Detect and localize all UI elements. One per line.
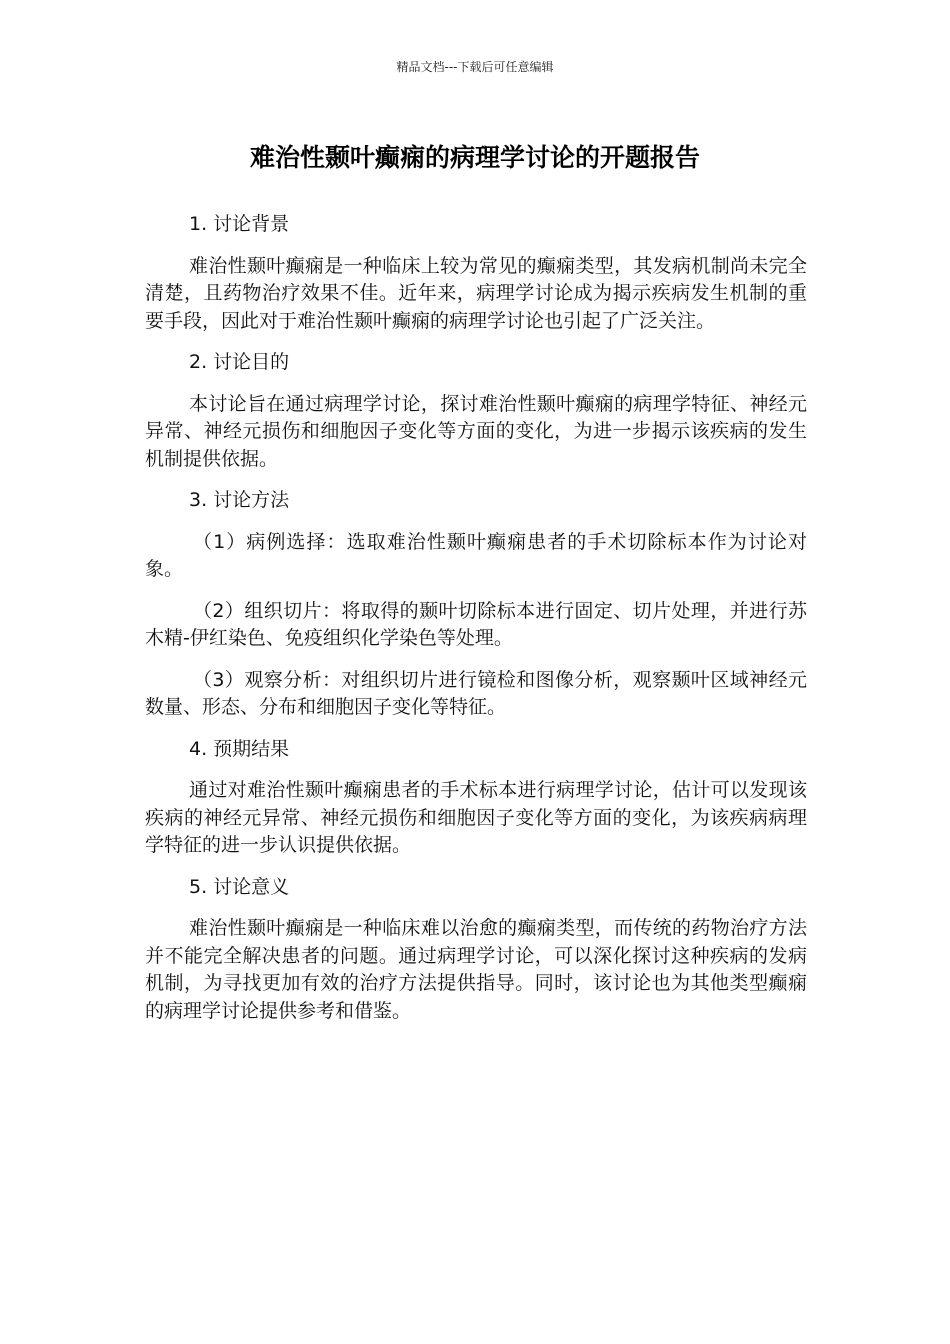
page-header: 精品文档---下载后可任意编辑 [396, 60, 554, 74]
document-body [145, 211, 807, 1039]
paragraph-background: 难治性颞叶癫痫是一种临床上较为常见的癫痫类型，其发病机制尚未完全清楚，且药物治疗效果不佳。近年来，病理学讨论成为揭示疾病发生机制的重要手段，因此对于难治性颞叶癫痫的病理学讨论也引起了广泛关注。 [145, 254, 807, 332]
paragraph-significance: 难治性颞叶癫痫是一种临床难以治愈的癫痫类型，而传统的药物治疗方法并不能完全解决患者的问题。通过病理学讨论，可以深化探讨这种疾病的发病机制，为寻找更加有效的治疗方法提供指导。同时，该讨论也为其他类型癫痫的病理学讨论提供参考和借鉴。 [145, 917, 807, 1022]
paragraph-purpose: 本讨论旨在通过病理学讨论，探讨难治性颞叶癫痫的病理学特征、神经元异常、神经元损伤和细胞因子变化等方面的变化，为进一步揭示该疾病的发生机制提供依据。 [145, 392, 807, 470]
section-heading-background: 1. 讨论背景 [189, 213, 290, 235]
section-heading-methods: 3. 讨论方法 [189, 489, 290, 511]
method-item-case-selection: （1）病例选择：选取难治性颞叶癫痫患者的手术切除标本作为讨论对象。 [145, 530, 807, 580]
method-item-observation-analysis: （3）观察分析：对组织切片进行镜检和图像分析，观察颞叶区域神经元数量、形态、分布和细胞因子变化等特征。 [145, 668, 807, 718]
paragraph-expected-results: 通过对难治性颞叶癫痫患者的手术标本进行病理学讨论，估计可以发现该疾病的神经元异常、神经元损伤和细胞因子变化等方面的变化，为该疾病病理学特征的进一步认识提供依据。 [145, 779, 807, 856]
document-title: 难治性颞叶癫痫的病理学讨论的开题报告 [249, 143, 700, 172]
section-heading-purpose: 2. 讨论目的 [189, 351, 290, 373]
section-heading-expected-results: 4. 预期结果 [189, 737, 290, 760]
method-item-tissue-sectioning: （2）组织切片：将取得的颞叶切除标本进行固定、切片处理，并进行苏木精-伊红染色、免疫组织化学染色等处理。 [145, 599, 807, 649]
section-heading-significance: 5. 讨论意义 [189, 875, 290, 898]
